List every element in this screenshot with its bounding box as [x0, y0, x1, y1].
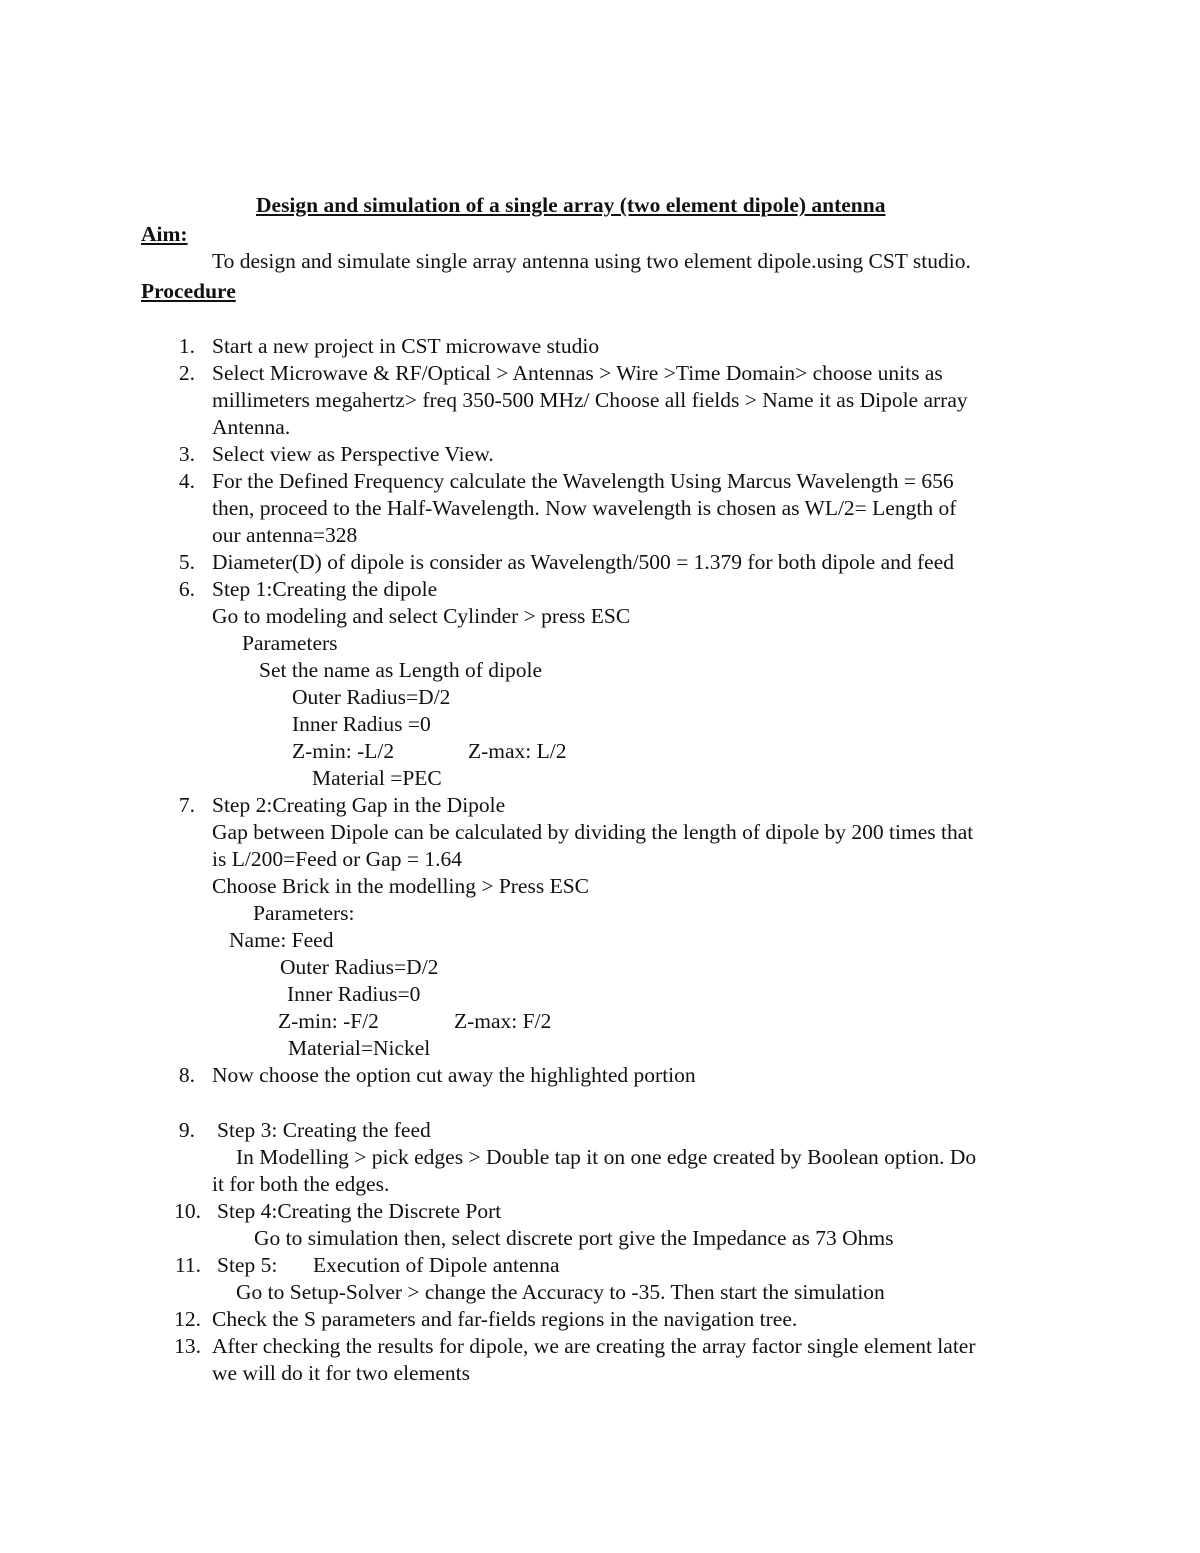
step-text: is L/200=Feed or Gap = 1.64 [212, 847, 462, 871]
step-number: 3. [178, 442, 195, 466]
step-text: Parameters: [253, 901, 355, 925]
step-text: Z-max: L/2 [468, 739, 567, 763]
step-text: Step 2:Creating Gap in the Dipole [212, 793, 506, 817]
step-number: 1. [178, 334, 195, 358]
step-text: Execution of Dipole antenna [313, 1253, 560, 1277]
step-text: we will do it for two elements [212, 1361, 470, 1385]
step-text: Step 4:Creating the Discrete Port [217, 1199, 502, 1223]
step-text: Select Microwave & RF/Optical > Antennas > Wire >Time Domain> choose units as [212, 361, 943, 385]
step-text: For the Defined Frequency calculate the Wavelength Using Marcus Wavelength = 656 [212, 469, 954, 493]
step-text: Step 5: [217, 1253, 278, 1277]
step-number: 6. [178, 577, 195, 601]
step-text: Material =PEC [312, 766, 442, 790]
aim-text: To design and simulate single array antenna using two element dipole.using CST studio. [212, 249, 971, 273]
step-text: Z-min: -F/2 [278, 1009, 379, 1033]
step-number: 5. [178, 550, 195, 574]
step-text: Outer Radius=D/2 [280, 955, 439, 979]
step-text: Gap between Dipole can be calculated by dividing the length of dipole by 200 times that [212, 820, 974, 844]
step-text: our antenna=328 [212, 523, 358, 547]
step-text: Go to modeling and select Cylinder > press ESC [212, 604, 631, 628]
step-text: Go to simulation then, select discrete port give the Impedance as 73 Ohms [254, 1226, 894, 1250]
step-number: 7. [178, 793, 195, 817]
step-text: Step 1:Creating the dipole [212, 577, 438, 601]
step-text: Select view as Perspective View. [212, 442, 494, 466]
step-text: Diameter(D) of dipole is consider as Wavelength/500 = 1.379 for both dipole and feed [212, 550, 954, 574]
step-number: 12. [174, 1307, 201, 1331]
step-text: Material=Nickel [288, 1036, 431, 1060]
step-number: 2. [178, 361, 195, 385]
document-title: Design and simulation of a single array (two element dipole) antenna [256, 193, 886, 217]
step-text: Outer Radius=D/2 [292, 685, 451, 709]
step-text: Parameters [242, 631, 338, 655]
step-text: In Modelling > pick edges > Double tap it on one edge created by Boolean option. Do [236, 1145, 977, 1169]
step-text: Start a new project in CST microwave studio [212, 334, 600, 358]
aim-heading: Aim: [141, 222, 188, 246]
step-text: Z-min: -L/2 [292, 739, 395, 763]
step-number: 8. [178, 1063, 195, 1087]
step-text: Now choose the option cut away the highlighted portion [212, 1063, 696, 1087]
step-text: Step 3: Creating the feed [217, 1118, 431, 1142]
procedure-heading: Procedure [141, 279, 236, 303]
step-text: Z-max: F/2 [454, 1009, 552, 1033]
step-number: 4. [178, 469, 195, 493]
step-text: then, proceed to the Half-Wavelength. Now wavelength is chosen as WL/2= Length of [212, 496, 957, 520]
step-text: Set the name as Length of dipole [259, 658, 543, 682]
step-text: Name: Feed [229, 928, 334, 952]
step-text: Choose Brick in the modelling > Press ESC [212, 874, 590, 898]
step-number: 10. [174, 1199, 201, 1223]
step-number: 9. [178, 1118, 195, 1142]
step-text: Inner Radius =0 [292, 712, 431, 736]
step-number: 13. [174, 1334, 201, 1358]
step-text: Inner Radius=0 [287, 982, 421, 1006]
step-text: millimeters megahertz> freq 350-500 MHz/ Choose all fields > Name it as Dipole array [212, 388, 968, 412]
step-text: Check the S parameters and far-fields regions in the navigation tree. [212, 1307, 798, 1331]
step-text: it for both the edges. [212, 1172, 390, 1196]
step-text: Antenna. [212, 415, 291, 439]
step-number: 11. [174, 1253, 201, 1277]
step-text: After checking the results for dipole, we are creating the array factor single element later [212, 1334, 976, 1358]
step-text: Go to Setup-Solver > change the Accuracy to -35. Then start the simulation [236, 1280, 885, 1304]
